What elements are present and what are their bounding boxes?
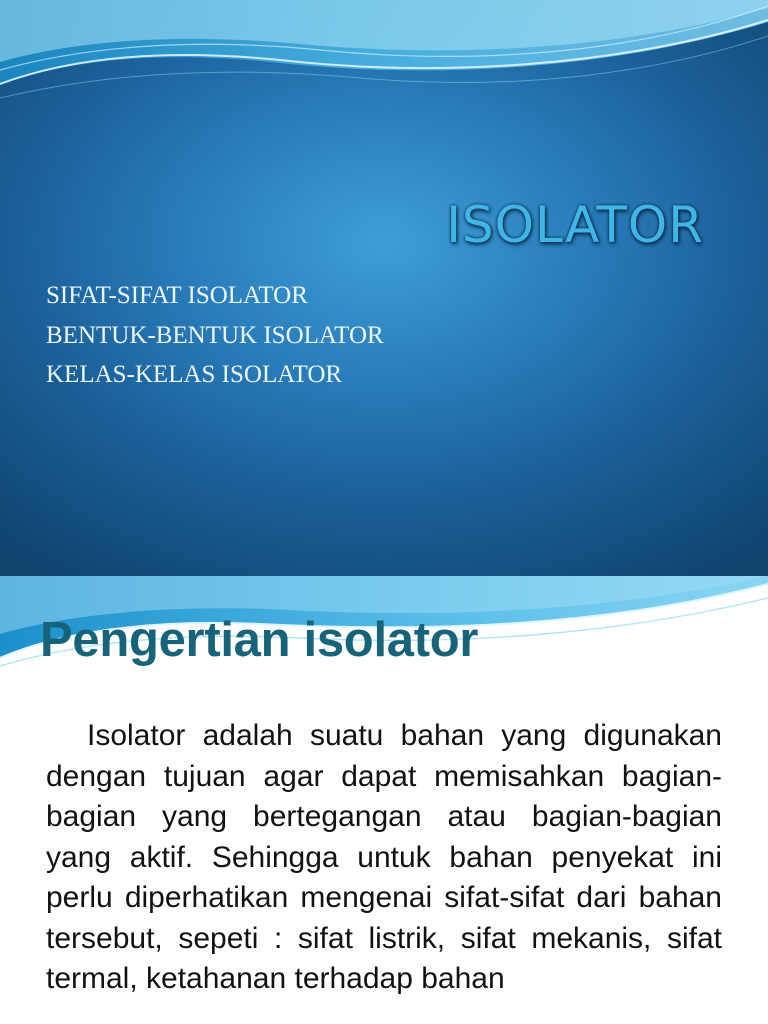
topic-list xyxy=(46,276,384,395)
topic-item: SIFAT-SIFAT ISOLATOR xyxy=(46,282,308,309)
wave-decoration xyxy=(0,0,768,110)
body-paragraph: Isolator adalah suatu bahan yang digunakan dengan tujuan agar dapat memisahkan bagian-bagian yang bertegangan atau bagian-bagian yang aktif. Sehingga untuk bahan penyekat ini perlu diperhatikan mengenai sifat-sifat dari bahan tersebut, sepeti : sifat listrik, sifat mekanis, sifat termal, ketahanan terhadap bahan xyxy=(46,719,722,995)
section-heading: Pengertian isolator xyxy=(40,613,479,667)
slide-title: ISOLATOR xyxy=(446,196,704,254)
topic-item: KELAS-KELAS ISOLATOR xyxy=(46,361,343,388)
topic-item: BENTUK-BENTUK ISOLATOR xyxy=(46,321,384,349)
slide-2 xyxy=(0,576,768,1024)
